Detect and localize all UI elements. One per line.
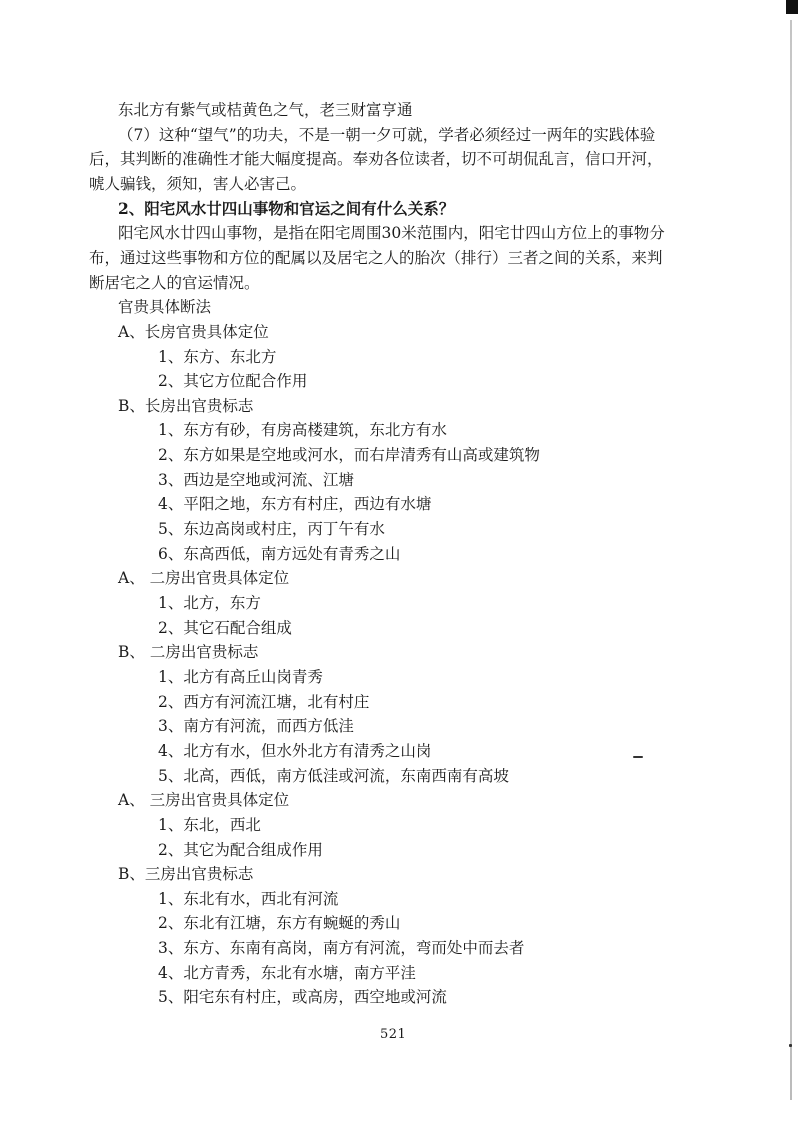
subsection-label: 官贵具体断法 [118, 298, 212, 317]
subsection-label: B、三房出官贵标志 [118, 865, 254, 884]
paragraph-line: 后，其判断的准确性才能大幅度提高。奉劝各位读者，切不可胡侃乱言，信口开河， [89, 150, 663, 169]
paragraph-line: 阳宅风水廿四山事物，是指在阳宅周围30米范围内，阳宅廿四山方位上的事物分 [118, 224, 665, 243]
list-item: 2、东北有江塘，东方有蜿蜒的秀山 [158, 914, 401, 933]
list-item: 2、其它石配合组成 [158, 618, 292, 637]
paragraph-line: 布，通过这些事物和方位的配属以及居宅之人的胎次（排行）三者之间的关系，来判 [89, 248, 663, 267]
scan-speck [789, 1044, 792, 1047]
list-item: 5、阳宅东有村庄，或高房，西空地或河流 [158, 988, 447, 1007]
paragraph-line: 断居宅之人的官运情况。 [89, 273, 260, 292]
list-item: 6、东高西低，南方远处有青秀之山 [158, 544, 401, 563]
list-item: 4、平阳之地，东方有村庄，西边有水塘 [158, 495, 432, 514]
list-item: 2、西方有河流江塘，北有村庄 [158, 692, 370, 711]
paragraph-line: 东北方有紫气或桔黄色之气，老三财富亨通 [118, 101, 413, 119]
list-item: 2、其它方位配合作用 [158, 372, 308, 391]
list-item: 3、西边是空地或河流、江塘 [158, 470, 354, 489]
subsection-label: A、 二房出官贵具体定位 [118, 569, 290, 588]
paragraph-line: （7）这种“望气”的功夫，不是一朝一夕可就，学者必须经过一两年的实践体验 [118, 125, 656, 144]
list-item: 4、北方有水，但水外北方有清秀之山岗 [158, 741, 432, 760]
list-item: 1、东北，西北 [158, 815, 261, 834]
scan-edge-shadow [790, 20, 792, 1100]
list-item: 2、其它为配合组成作用 [158, 840, 323, 859]
scan-speck [633, 756, 643, 758]
section-heading: 2、阳宅风水廿四山事物和官运之间有什么关系？ [118, 198, 455, 218]
page-number: 521 [380, 1027, 407, 1042]
scan-edge-mark [786, 0, 798, 14]
list-item: 1、北方有高丘山岗青秀 [158, 667, 323, 686]
list-item: 3、南方有河流，而西方低洼 [158, 717, 354, 736]
subsection-label: B、长房出官贵标志 [118, 396, 254, 415]
list-item: 4、北方青秀，东北有水塘，南方平洼 [158, 963, 416, 982]
list-item: 1、东北有水，西北有河流 [158, 889, 339, 908]
paragraph-line: 唬人骗钱，须知，害人必害己。 [89, 174, 307, 193]
list-item: 1、北方，东方 [158, 594, 261, 612]
subsection-label: B、 二房出官贵标志 [118, 643, 259, 662]
list-item: 5、北高，西低，南方低洼或河流，东南西南有高坡 [158, 766, 509, 785]
list-item: 1、东方、东北方 [158, 347, 277, 366]
list-item: 5、东边高岗或村庄，丙丁午有水 [158, 520, 385, 538]
subsection-label: A、 三房出官贵具体定位 [118, 791, 290, 810]
list-item: 3、东方、东南有高岗，南方有河流，弯而处中而去者 [158, 939, 525, 958]
list-item: 1、东方有砂，有房高楼建筑，东北方有水 [158, 421, 447, 440]
list-item: 2、东方如果是空地或河水，而右岸清秀有山高或建筑物 [158, 446, 540, 465]
subsection-label: A、长房官贵具体定位 [118, 322, 269, 341]
